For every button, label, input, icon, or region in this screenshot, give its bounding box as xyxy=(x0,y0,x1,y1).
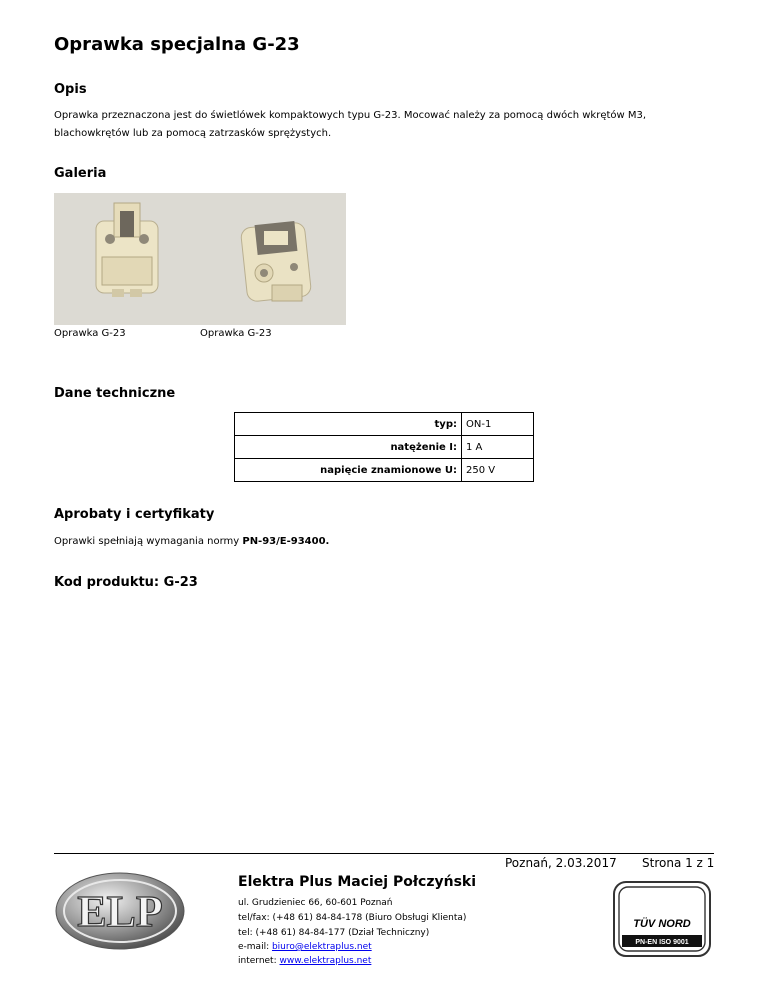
footer-divider xyxy=(54,853,714,854)
tech-key: napięcie znamionowe U: xyxy=(235,459,462,482)
tech-value: 1 A xyxy=(462,436,534,459)
socket-photo-2[interactable] xyxy=(240,221,311,302)
tech-value: ON-1 xyxy=(462,413,534,436)
cert-standard: PN-EN ISO 9001 xyxy=(635,939,689,946)
gallery-caption-1: Oprawka G-23 xyxy=(54,328,126,339)
company-email xyxy=(238,942,372,952)
table-row xyxy=(235,459,534,482)
company-name: Elektra Plus Maciej Połczyński xyxy=(238,874,477,890)
description-text xyxy=(54,107,714,143)
approvals-text-lead: Oprawki spełniają wymagania normy xyxy=(54,536,243,547)
certificate-badge xyxy=(612,880,712,962)
norm-code: PN-93/E-93400. xyxy=(242,536,330,547)
cert-brand: TÜV NORD xyxy=(633,918,691,930)
footer-page-number: Strona 1 z 1 xyxy=(642,856,715,870)
description-line-2: blachowkrętów lub za pomocą zatrzasków sprężystych. xyxy=(54,128,332,139)
product-code: Kod produktu: G-23 xyxy=(54,575,198,590)
table-row xyxy=(235,413,534,436)
footer-date: Poznań, 2.03.2017 xyxy=(505,856,617,870)
website-link[interactable]: www.elektraplus.net xyxy=(279,956,372,966)
gallery-images xyxy=(54,193,346,325)
company-address: ul. Grudzieniec 66, 60-601 Poznań xyxy=(238,898,393,908)
tech-table xyxy=(234,412,534,482)
approvals-heading: Aprobaty i certyfikaty xyxy=(54,507,215,522)
email-label: e-mail: xyxy=(238,942,272,952)
logo-text: ELP xyxy=(77,887,163,936)
gallery-caption-2: Oprawka G-23 xyxy=(200,328,272,339)
page-title: Oprawka specjalna G-23 xyxy=(54,34,300,55)
company-telfax: tel/fax: (+48 61) 84-84-178 (Biuro Obsługi Klienta) xyxy=(238,913,467,923)
description-line-1: Oprawka przeznaczona jest do świetlówek kompaktowych typu G-23. Mocować należy za pomocą dwóch wkrętów M3, xyxy=(54,110,647,121)
gallery-heading: Galeria xyxy=(54,166,107,181)
email-link[interactable]: biuro@elektraplus.net xyxy=(271,942,372,952)
tech-value: 250 V xyxy=(462,459,534,482)
description-heading: Opis xyxy=(54,82,87,97)
website-label: internet: xyxy=(238,956,280,966)
approvals-text xyxy=(54,533,714,551)
company-website xyxy=(238,956,371,966)
company-tel: tel: (+48 61) 84-84-177 (Dział Techniczny) xyxy=(238,928,430,938)
tech-heading: Dane techniczne xyxy=(54,386,176,401)
company-logo xyxy=(54,870,186,956)
table-row xyxy=(235,436,534,459)
tech-key: typ: xyxy=(235,413,462,436)
tech-key: natężenie I: xyxy=(235,436,462,459)
